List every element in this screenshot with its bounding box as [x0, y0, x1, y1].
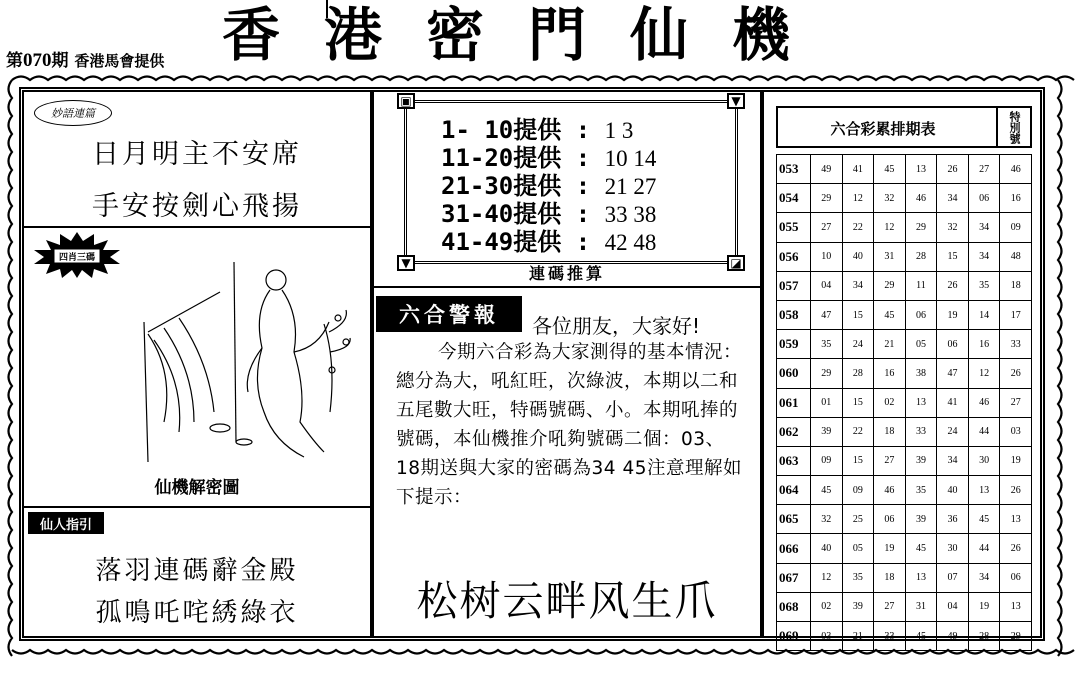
- number-cell: 34: [937, 446, 969, 475]
- number-cell: 35: [811, 330, 843, 359]
- number-cell: 24: [842, 330, 874, 359]
- number-cell: 09: [811, 446, 843, 475]
- number-cell: 45: [811, 476, 843, 505]
- number-cell: 44: [968, 534, 1000, 563]
- number-cell: 33: [874, 622, 906, 651]
- number-cell: 25: [842, 505, 874, 534]
- number-cell: 06: [937, 330, 969, 359]
- panel-ranges: [372, 90, 762, 288]
- number-cell: 35: [842, 563, 874, 592]
- table-row: [777, 563, 1032, 592]
- panel-draw-table: [762, 90, 1042, 644]
- period-cell: 061: [777, 388, 811, 417]
- number-cell: 06: [1000, 563, 1032, 592]
- verse-line-1: 日月明主不安席: [92, 139, 302, 170]
- number-cell: 38: [905, 359, 937, 388]
- number-cell: 34: [968, 563, 1000, 592]
- number-cell: 22: [842, 417, 874, 446]
- issue-number: [6, 46, 164, 72]
- number-cell: 15: [842, 388, 874, 417]
- number-cell: 34: [968, 242, 1000, 271]
- number-cell: 30: [968, 446, 1000, 475]
- table-header: [776, 106, 1032, 148]
- number-cell: 39: [905, 446, 937, 475]
- number-cell: 09: [1000, 213, 1032, 242]
- range-row: 11-20提供 : 10 14: [441, 144, 657, 172]
- period-cell: 064: [777, 476, 811, 505]
- period-cell: 067: [777, 563, 811, 592]
- number-cell: 39: [811, 417, 843, 446]
- number-cell: 47: [937, 359, 969, 388]
- number-cell: 12: [811, 563, 843, 592]
- number-cell: 21: [842, 622, 874, 651]
- number-cell: 29: [905, 213, 937, 242]
- number-cell: 14: [968, 300, 1000, 329]
- number-cell: 40: [842, 242, 874, 271]
- panel-illustration: [22, 226, 372, 508]
- panel-guidance: [22, 506, 372, 638]
- number-cell: 28: [842, 359, 874, 388]
- number-cell: 24: [937, 417, 969, 446]
- period-cell: 055: [777, 213, 811, 242]
- number-cell: 27: [874, 592, 906, 621]
- number-cell: 36: [937, 505, 969, 534]
- number-cell: 19: [937, 300, 969, 329]
- corner-bl-icon: ▼: [397, 255, 415, 271]
- number-cell: 19: [874, 534, 906, 563]
- guidance-line-1: 落羽連碼辭金殿: [95, 556, 299, 586]
- number-cell: 35: [968, 271, 1000, 300]
- number-cell: 32: [937, 213, 969, 242]
- number-cell: 47: [811, 300, 843, 329]
- issue-prefix: 第: [6, 51, 23, 71]
- number-cell: 40: [937, 476, 969, 505]
- number-cell: 02: [811, 592, 843, 621]
- warning-label: 六合警報: [376, 296, 522, 332]
- table-row: [777, 505, 1032, 534]
- number-cell: 46: [874, 476, 906, 505]
- immortal-figure-illustration: [124, 252, 364, 472]
- period-cell: 058: [777, 300, 811, 329]
- panel-verse: [22, 90, 372, 228]
- number-cell: 29: [811, 359, 843, 388]
- number-cell: 39: [905, 505, 937, 534]
- corner-tl-icon: ▣: [397, 93, 415, 109]
- number-cell: 13: [968, 476, 1000, 505]
- table-row: [777, 300, 1032, 329]
- verse-line-2: 手安按劍心飛揚: [92, 191, 302, 222]
- period-cell: 059: [777, 330, 811, 359]
- number-cell: 17: [1000, 300, 1032, 329]
- table-title: 六合彩累排期表: [830, 120, 936, 138]
- number-cell: 45: [874, 155, 906, 184]
- table-side-label: 特別號: [996, 108, 1030, 146]
- number-cell: 27: [968, 155, 1000, 184]
- number-cell: 26: [1000, 534, 1032, 563]
- burst-label: 四肖三碼: [58, 253, 96, 263]
- period-cell: 060: [777, 359, 811, 388]
- number-cell: 13: [905, 563, 937, 592]
- warning-slogan: 松树云畔风生爪: [416, 577, 718, 625]
- number-cell: 40: [811, 534, 843, 563]
- number-cell: 03: [811, 622, 843, 651]
- table-row: [777, 534, 1032, 563]
- number-cell: 06: [905, 300, 937, 329]
- table-row: [777, 476, 1032, 505]
- number-cell: 13: [905, 155, 937, 184]
- table-row: [777, 622, 1032, 651]
- number-cell: 41: [937, 388, 969, 417]
- illustration-caption: 仙機解密圖: [154, 478, 240, 498]
- number-cell: 26: [937, 155, 969, 184]
- number-cell: 27: [1000, 388, 1032, 417]
- number-cell: 33: [905, 417, 937, 446]
- number-cell: 19: [1000, 446, 1032, 475]
- corner-tr-icon: ▼: [727, 93, 745, 109]
- warning-greeting: 各位朋友，大家好!: [532, 314, 701, 338]
- number-cell: 32: [874, 184, 906, 213]
- number-cell: 05: [842, 534, 874, 563]
- table-row: [777, 446, 1032, 475]
- number-cell: 45: [874, 300, 906, 329]
- table-row: [777, 359, 1032, 388]
- number-cell: 11: [905, 271, 937, 300]
- table-row: [777, 388, 1032, 417]
- number-cell: 29: [811, 184, 843, 213]
- number-cell: 05: [905, 330, 937, 359]
- number-cell: 16: [1000, 184, 1032, 213]
- number-cell: 45: [968, 505, 1000, 534]
- corner-br-icon: ◪: [727, 255, 745, 271]
- number-cell: 34: [968, 213, 1000, 242]
- number-cell: 31: [905, 592, 937, 621]
- range-row: 21-30提供 : 21 27: [441, 172, 657, 200]
- number-cell: 18: [1000, 271, 1032, 300]
- period-cell: 053: [777, 155, 811, 184]
- table-row: [777, 592, 1032, 621]
- number-cell: 22: [842, 213, 874, 242]
- number-cell: 35: [905, 476, 937, 505]
- number-cell: 29: [1000, 622, 1032, 651]
- guidance-line-2: 孤鳴吒咤綉綠衣: [95, 598, 299, 628]
- provider-text: 香港馬會提供: [74, 52, 165, 70]
- number-cell: 16: [874, 359, 906, 388]
- draw-table: [776, 154, 1032, 651]
- number-cell: 46: [1000, 155, 1032, 184]
- guidance-label: 仙人指引: [28, 512, 104, 534]
- number-cell: 04: [937, 592, 969, 621]
- number-cell: 28: [905, 242, 937, 271]
- number-cell: 30: [937, 534, 969, 563]
- number-cell: 28: [968, 622, 1000, 651]
- range-row: 41-49提供 : 42 48: [441, 228, 657, 256]
- number-cell: 46: [968, 388, 1000, 417]
- number-cell: 33: [1000, 330, 1032, 359]
- number-cell: 41: [842, 155, 874, 184]
- number-cell: 13: [1000, 592, 1032, 621]
- table-row: [777, 213, 1032, 242]
- period-cell: 062: [777, 417, 811, 446]
- number-cell: 12: [842, 184, 874, 213]
- number-cell: 27: [874, 446, 906, 475]
- number-cell: 13: [905, 388, 937, 417]
- period-cell: 063: [777, 446, 811, 475]
- number-cell: 27: [811, 213, 843, 242]
- range-box: [400, 94, 742, 270]
- number-cell: 49: [811, 155, 843, 184]
- number-cell: 34: [937, 184, 969, 213]
- verse-badge: 妙語連篇: [34, 100, 112, 126]
- table-row: [777, 242, 1032, 271]
- number-cell: 02: [874, 388, 906, 417]
- number-cell: 44: [968, 417, 1000, 446]
- issue-suffix: 期: [51, 51, 69, 71]
- number-cell: 07: [937, 563, 969, 592]
- table-row: [777, 417, 1032, 446]
- masthead-title: 香港密門仙機: [222, 1, 835, 69]
- number-cell: 26: [1000, 476, 1032, 505]
- period-cell: 054: [777, 184, 811, 213]
- number-cell: 16: [968, 330, 1000, 359]
- period-cell: 056: [777, 242, 811, 271]
- number-cell: 15: [937, 242, 969, 271]
- number-cell: 04: [811, 271, 843, 300]
- number-cell: 13: [1000, 505, 1032, 534]
- number-cell: 45: [905, 622, 937, 651]
- number-cell: 12: [874, 213, 906, 242]
- number-cell: 49: [937, 622, 969, 651]
- number-cell: 31: [874, 242, 906, 271]
- period-cell: 066: [777, 534, 811, 563]
- number-cell: 18: [874, 417, 906, 446]
- number-cell: 21: [874, 330, 906, 359]
- table-row: [777, 271, 1032, 300]
- range-row: 1- 10提供 : 1 3: [441, 116, 634, 144]
- number-cell: 26: [1000, 359, 1032, 388]
- number-cell: 09: [842, 476, 874, 505]
- number-cell: 39: [842, 592, 874, 621]
- number-cell: 15: [842, 446, 874, 475]
- number-cell: 34: [842, 271, 874, 300]
- number-cell: 26: [937, 271, 969, 300]
- number-cell: 06: [874, 505, 906, 534]
- number-cell: 10: [811, 242, 843, 271]
- period-cell: 057: [777, 271, 811, 300]
- starburst-icon: [32, 232, 122, 278]
- number-cell: 19: [968, 592, 1000, 621]
- number-cell: 06: [968, 184, 1000, 213]
- number-cell: 12: [968, 359, 1000, 388]
- range-row: 31-40提供 : 33 38: [441, 200, 657, 228]
- number-cell: 45: [905, 534, 937, 563]
- number-cell: 18: [874, 563, 906, 592]
- number-cell: 01: [811, 388, 843, 417]
- period-cell: 069: [777, 622, 811, 651]
- number-cell: 48: [1000, 242, 1032, 271]
- panel-warning: [372, 286, 762, 638]
- ranges-subtitle: 連碼推算: [528, 264, 605, 283]
- number-cell: 03: [1000, 417, 1032, 446]
- issue-num: 070: [23, 50, 52, 71]
- table-row: [777, 184, 1032, 213]
- table-row: [777, 330, 1032, 359]
- number-cell: 46: [905, 184, 937, 213]
- period-cell: 068: [777, 592, 811, 621]
- period-cell: 065: [777, 505, 811, 534]
- number-cell: 32: [811, 505, 843, 534]
- warning-body: 今期六合彩為大家測得的基本情況：總分為大，吼紅旺，次綠波，本期以二和五尾數大旺，特碼號碼、小。本期吼捧的號碼，本仙機推介吼夠號碼二個：03、18期送與大家的密碼為34 45注意理解如下提示：: [396, 342, 743, 508]
- number-cell: 15: [842, 300, 874, 329]
- table-row: [777, 155, 1032, 184]
- number-cell: 29: [874, 271, 906, 300]
